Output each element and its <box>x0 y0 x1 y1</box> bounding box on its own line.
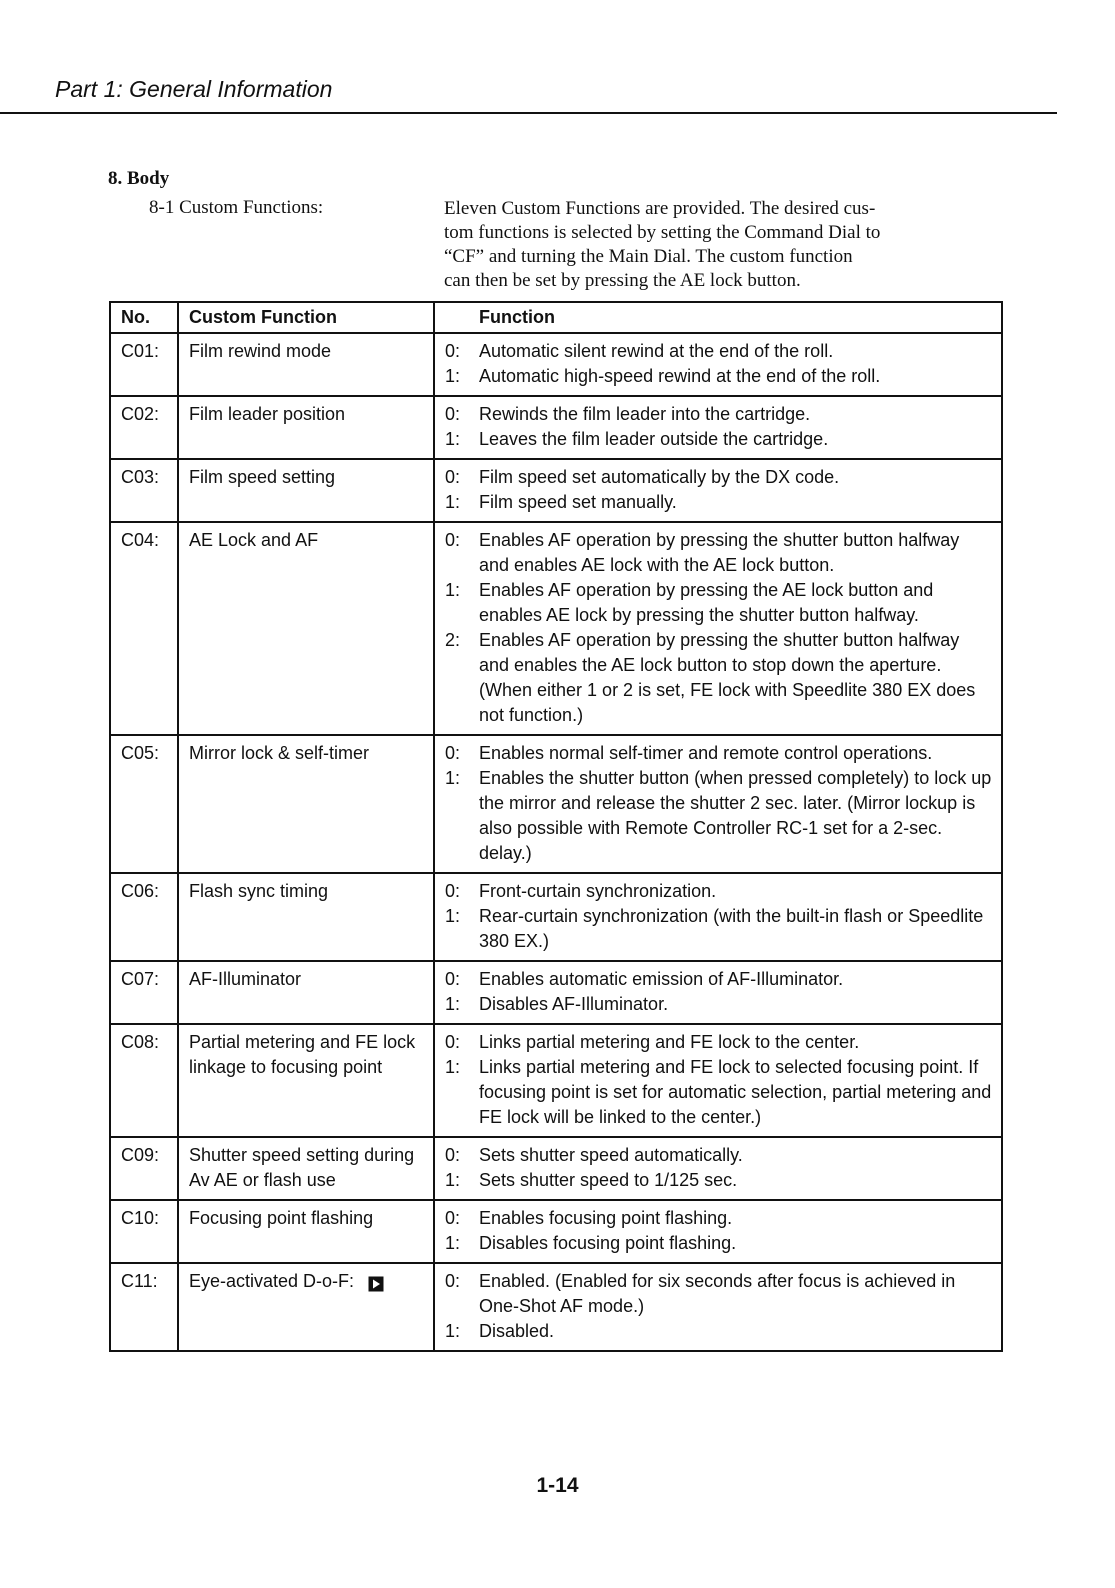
function-name-cell <box>178 1137 434 1200</box>
function-number: C05: <box>110 735 178 873</box>
option-key: 1: <box>445 580 461 600</box>
option-text: Disables AF-Illuminator. <box>479 994 669 1014</box>
option-key: 0: <box>445 1032 461 1052</box>
function-name-cell <box>178 873 434 961</box>
function-option <box>445 364 993 389</box>
function-name-cell <box>178 396 434 459</box>
section-heading: 8. Body <box>108 168 170 189</box>
function-number: C02: <box>110 396 178 459</box>
function-name-cell <box>178 459 434 522</box>
page-number: 1-14 <box>536 1474 579 1497</box>
option-key: 2: <box>445 630 461 650</box>
option-key: 1: <box>445 994 461 1014</box>
subsection-label: 8-1 Custom Functions: <box>149 197 324 218</box>
function-option <box>445 879 993 904</box>
eye-control-icon <box>368 1274 384 1290</box>
header-custom-function: Custom Function <box>178 302 434 333</box>
function-name: Film leader position <box>189 404 346 424</box>
table-row <box>110 459 1002 522</box>
function-option <box>445 465 993 490</box>
function-number: C10: <box>110 1200 178 1263</box>
function-name-cell <box>178 961 434 1024</box>
option-text: Enables AF operation by pressing the shutter button halfway and enables AE lock with the AE lock button. <box>479 530 960 575</box>
function-option <box>445 339 993 364</box>
option-key: 1: <box>445 1321 461 1341</box>
function-number: C01: <box>110 333 178 396</box>
intro-line: “CF” and turning the Main Dial. The custom function <box>444 246 853 267</box>
option-text: Links partial metering and FE lock to selected focusing point. If focusing point is set for automatic selection, partial metering and FE lock will be linked to the center.) <box>479 1057 992 1127</box>
function-options-cell <box>434 333 1002 396</box>
intro-paragraph <box>444 197 1004 293</box>
function-option <box>445 1269 993 1319</box>
function-name-wrap <box>189 967 425 992</box>
option-text: Rewinds the film leader into the cartridge. <box>479 404 811 424</box>
function-number: C06: <box>110 873 178 961</box>
option-text: Automatic high-speed rewind at the end of the roll. <box>479 366 881 386</box>
option-key: 1: <box>445 906 461 926</box>
function-number: C09: <box>110 1137 178 1200</box>
function-name: AF-Illuminator <box>189 969 302 989</box>
function-option <box>445 967 993 992</box>
header-function: Function <box>434 302 1002 333</box>
option-key: 1: <box>445 429 461 449</box>
table-row <box>110 396 1002 459</box>
table-row <box>110 522 1002 735</box>
option-text: Leaves the film leader outside the cartridge. <box>479 429 829 449</box>
function-number: C07: <box>110 961 178 1024</box>
function-name: Film rewind mode <box>189 341 332 361</box>
function-name: Eye-activated D-o-F: <box>189 1271 355 1291</box>
function-name-cell <box>178 1263 434 1351</box>
option-text: Enables normal self-timer and remote control operations. <box>479 743 933 763</box>
option-text: Enables AF operation by pressing the shutter button halfway and enables the AE lock button to stop down the aperture. <box>479 630 960 675</box>
option-key: 0: <box>445 1145 461 1165</box>
function-options-cell <box>434 1137 1002 1200</box>
function-options-cell <box>434 459 1002 522</box>
function-options-cell <box>434 396 1002 459</box>
option-key: 1: <box>445 1233 461 1253</box>
option-text: (When either 1 or 2 is set, FE lock with Speedlite 380 EX does not function.) <box>479 680 976 725</box>
table-row <box>110 333 1002 396</box>
function-name: Flash sync timing <box>189 881 329 901</box>
function-name: Partial metering and FE lock linkage to focusing point <box>189 1032 416 1077</box>
function-options-cell <box>434 735 1002 873</box>
option-text: Disables focusing point flashing. <box>479 1233 737 1253</box>
table-row <box>110 961 1002 1024</box>
function-options-cell <box>434 1200 1002 1263</box>
function-number: C08: <box>110 1024 178 1137</box>
function-options-cell <box>434 1024 1002 1137</box>
function-option <box>445 1168 993 1193</box>
function-option <box>445 1030 993 1055</box>
function-option <box>445 766 993 866</box>
option-text: Links partial metering and FE lock to the center. <box>479 1032 860 1052</box>
option-key: 0: <box>445 743 461 763</box>
intro-line: Eleven Custom Functions are provided. The desired cus- <box>444 198 876 219</box>
function-name-wrap <box>189 1030 425 1080</box>
function-option <box>445 628 993 678</box>
table-row <box>110 1200 1002 1263</box>
function-option <box>445 1231 993 1256</box>
option-key: 1: <box>445 1170 461 1190</box>
option-text: Enables focusing point flashing. <box>479 1208 733 1228</box>
function-name: AE Lock and AF <box>189 530 319 550</box>
function-name-wrap <box>189 1269 425 1294</box>
option-text: Enables the shutter button (when pressed completely) to lock up the mirror and release the shutter 2 sec. later. (Mirror lockup is also possible with Remote Controller RC-1 set for a 2-sec. delay.) <box>479 768 992 863</box>
function-options-cell <box>434 873 1002 961</box>
option-text: Film speed set automatically by the DX code. <box>479 467 840 487</box>
function-option <box>445 578 993 628</box>
table-header-row <box>110 302 1002 333</box>
option-text: Sets shutter speed to 1/125 sec. <box>479 1170 738 1190</box>
option-key: 1: <box>445 1057 461 1077</box>
function-name: Film speed setting <box>189 467 336 487</box>
option-text: Enabled. (Enabled for six seconds after focus is achieved in One-Shot AF mode.) <box>479 1271 956 1316</box>
option-text: Film speed set manually. <box>479 492 677 512</box>
function-name-wrap <box>189 879 425 904</box>
function-name-cell <box>178 1024 434 1137</box>
function-number: C03: <box>110 459 178 522</box>
option-key: 1: <box>445 768 461 788</box>
function-number: C04: <box>110 522 178 735</box>
function-number: C11: <box>110 1263 178 1351</box>
function-option <box>445 678 993 728</box>
function-option <box>445 528 993 578</box>
table-row <box>110 873 1002 961</box>
option-text: Disabled. <box>479 1321 555 1341</box>
option-text: Front-curtain synchronization. <box>479 881 717 901</box>
page-header-title: Part 1: General Information <box>55 76 333 102</box>
table-body <box>110 333 1002 1351</box>
function-name: Mirror lock & self-timer <box>189 743 370 763</box>
function-option <box>445 402 993 427</box>
option-text: Enables AF operation by pressing the AE lock button and enables AE lock by pressing the shutter button halfway. <box>479 580 934 625</box>
intro-line: tom functions is selected by setting the Command Dial to <box>444 222 881 243</box>
table-row <box>110 1024 1002 1137</box>
function-option <box>445 741 993 766</box>
option-key: 0: <box>445 969 461 989</box>
function-name-wrap <box>189 528 425 553</box>
function-option <box>445 904 993 954</box>
header-rule <box>0 112 1057 114</box>
option-text: Automatic silent rewind at the end of the roll. <box>479 341 834 361</box>
function-options-cell <box>434 961 1002 1024</box>
function-option <box>445 427 993 452</box>
option-key: 0: <box>445 341 461 361</box>
option-key: 0: <box>445 404 461 424</box>
header-no: No. <box>110 302 178 333</box>
function-name-wrap <box>189 465 425 490</box>
function-name-cell <box>178 522 434 735</box>
function-name-cell <box>178 735 434 873</box>
custom-functions-table <box>109 301 1003 1352</box>
function-name-wrap <box>189 339 425 364</box>
function-name-cell <box>178 333 434 396</box>
function-name-wrap <box>189 741 425 766</box>
function-name-cell <box>178 1200 434 1263</box>
option-key: 0: <box>445 530 461 550</box>
option-key: 0: <box>445 467 461 487</box>
option-key: 1: <box>445 366 461 386</box>
function-name-wrap <box>189 402 425 427</box>
function-name-wrap <box>189 1143 425 1193</box>
option-key <box>445 678 479 728</box>
intro-line: can then be set by pressing the AE lock button. <box>444 270 801 291</box>
option-key: 0: <box>445 881 461 901</box>
table-row <box>110 735 1002 873</box>
function-name: Shutter speed setting during Av AE or flash use <box>189 1145 415 1190</box>
function-options-cell <box>434 1263 1002 1351</box>
function-name: Focusing point flashing <box>189 1208 374 1228</box>
function-name-wrap <box>189 1206 425 1231</box>
function-option <box>445 1055 993 1130</box>
function-options-cell <box>434 522 1002 735</box>
function-option <box>445 1319 993 1344</box>
option-text: Rear-curtain synchronization (with the built-in flash or Speedlite 380 EX.) <box>479 906 984 951</box>
table-row <box>110 1263 1002 1351</box>
option-key: 1: <box>445 492 461 512</box>
table-row <box>110 1137 1002 1200</box>
function-option <box>445 490 993 515</box>
option-key: 0: <box>445 1271 461 1291</box>
function-option <box>445 992 993 1017</box>
function-option <box>445 1206 993 1231</box>
option-text: Sets shutter speed automatically. <box>479 1145 743 1165</box>
option-key: 0: <box>445 1208 461 1228</box>
option-text: Enables automatic emission of AF-Illuminator. <box>479 969 844 989</box>
function-option <box>445 1143 993 1168</box>
